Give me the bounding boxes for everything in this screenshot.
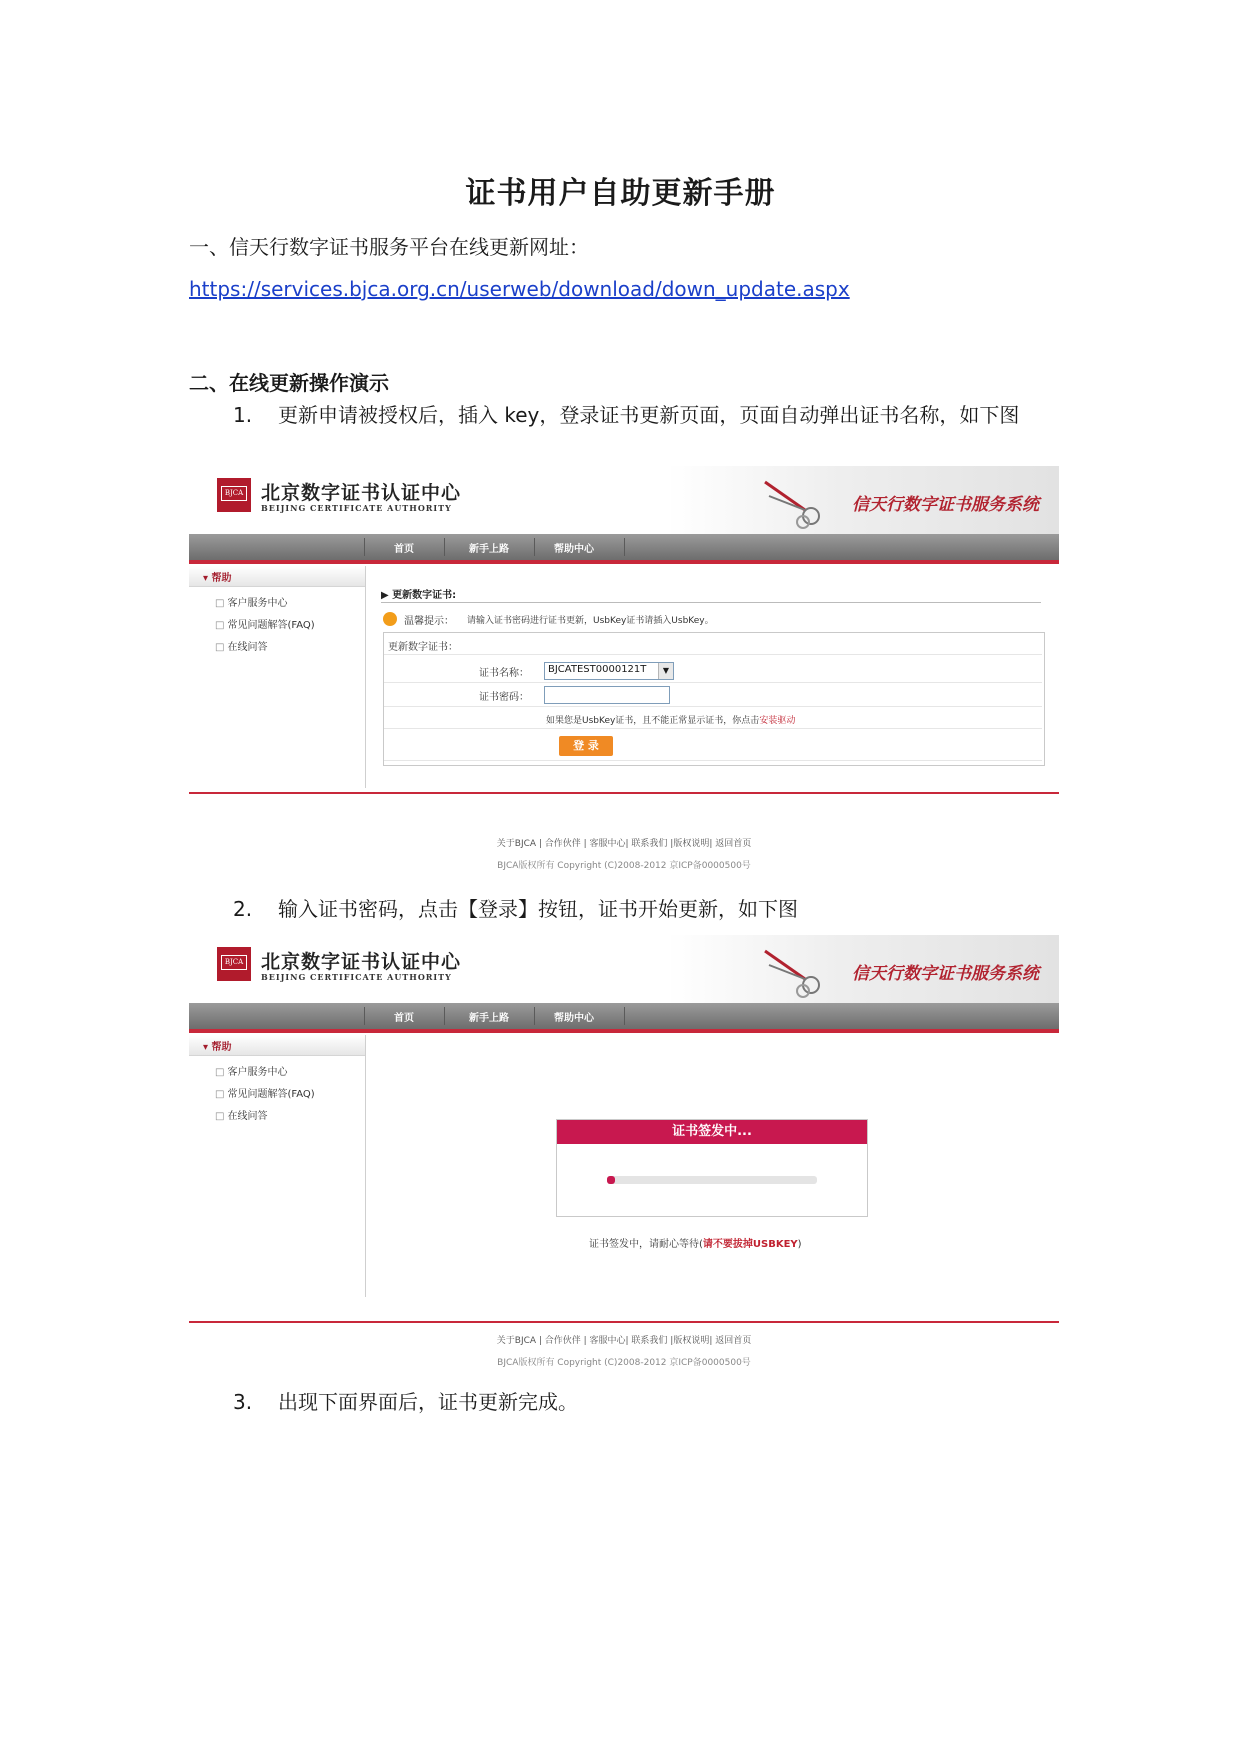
step-1-text: 更新申请被授权后，插入 key，登录证书更新页面，页面自动弹出证书名称，如下图 [278, 403, 1020, 427]
cert-name-label: 证书名称： [479, 668, 529, 679]
cert-name-value: BJCATEST0000121T [548, 664, 647, 675]
update-url-link[interactable]: https://services.bjca.org.cn/userweb/download/down_update.aspx [189, 277, 850, 301]
form-caption: 更新数字证书： [388, 642, 458, 653]
tip-icon [383, 612, 397, 626]
sidebar-item-online-qa[interactable]: □ 在线问答 [215, 1107, 267, 1122]
nav-home[interactable]: 首页 [394, 544, 414, 555]
document-title: 证书用户自助更新手册 [465, 176, 776, 211]
bjca-logo: BJCA [217, 478, 251, 512]
tip-text: 请输入证书密码进行证书更新，UsbKey证书请插入UsbKey。 [467, 616, 714, 626]
bjca-logo: BJCA [217, 947, 251, 981]
step-3-text: 出现下面界面后，证书更新完成。 [278, 1390, 578, 1414]
footer-links[interactable]: 关于BJCA | 合作伙伴 | 客服中心| 联系我们 |版权说明| 返回首页 [496, 1336, 752, 1346]
nav-home[interactable]: 首页 [394, 1013, 414, 1024]
chevron-down-icon: ▼ [658, 663, 673, 679]
screenshot-issuing [189, 935, 1059, 1371]
nav-bar [189, 534, 1059, 560]
issuing-progress-bar [607, 1176, 817, 1184]
footer-copyright: BJCA版权所有 Copyright (C)2008-2012 京ICP备0000500号 [497, 861, 751, 871]
issuing-status: 证书签发中，请耐心等待(请不要拔掉USBKEY) [589, 1239, 802, 1250]
system-title: 信天行数字证书服务系统 [852, 495, 1039, 515]
sidebar-item-online-qa[interactable]: □ 在线问答 [215, 638, 267, 653]
tip-label: 温馨提示： [404, 616, 454, 627]
step-2-text: 输入证书密码，点击【登录】按钮，证书开始更新，如下图 [278, 897, 798, 921]
sidebar-item-faq[interactable]: □ 常见问题解答(FAQ) [215, 1085, 315, 1100]
sidebar-heading[interactable]: ▾ 帮助 [189, 566, 365, 587]
nav-bar [189, 1003, 1059, 1029]
progress-fill [607, 1176, 615, 1184]
sidebar-item-faq[interactable]: □ 常见问题解答(FAQ) [215, 616, 315, 631]
login-button[interactable]: 登 录 [559, 736, 613, 756]
section2-heading: 二、在线更新操作演示 [189, 371, 389, 395]
logo-title-cn: 北京数字证书认证中心 [261, 951, 462, 973]
section1-heading: 一、信天行数字证书服务平台在线更新网址： [189, 235, 589, 259]
cert-password-label: 证书密码： [479, 692, 529, 703]
logo-title-en: BEIJING CERTIFICATE AUTHORITY [261, 503, 452, 513]
keys-icon [759, 476, 829, 532]
nav-help-center[interactable]: 帮助中心 [554, 544, 594, 555]
modal-title: 证书签发中... [557, 1120, 867, 1144]
keys-icon [759, 945, 829, 1001]
sidebar-item-customer-service[interactable]: □ 客户服务中心 [215, 594, 287, 609]
nav-beginner[interactable]: 新手上路 [469, 1013, 509, 1024]
sidebar-item-customer-service[interactable]: □ 客户服务中心 [215, 1063, 287, 1078]
install-driver-link[interactable]: 安装驱动 [759, 716, 796, 726]
system-title: 信天行数字证书服务系统 [852, 964, 1039, 984]
update-section-title: ▶ 更新数字证书: [381, 590, 457, 601]
footer-links[interactable]: 关于BJCA | 合作伙伴 | 客服中心| 联系我们 |版权说明| 返回首页 [496, 839, 752, 849]
cert-password-input[interactable] [544, 686, 670, 704]
logo-title-cn: 北京数字证书认证中心 [261, 482, 462, 504]
screenshot-login [189, 466, 1059, 882]
nav-help-center[interactable]: 帮助中心 [554, 1013, 594, 1024]
logo-title-en: BEIJING CERTIFICATE AUTHORITY [261, 972, 452, 982]
step-2-number: 2. [233, 897, 253, 921]
step-1-number: 1. [233, 403, 253, 427]
step-3-number: 3. [233, 1390, 253, 1414]
driver-hint: 如果您是UsbKey证书，且不能正常显示证书，你点击安装驱动 [546, 716, 796, 726]
issuing-modal [556, 1119, 868, 1217]
sidebar-heading[interactable]: ▾ 帮助 [189, 1035, 365, 1056]
nav-beginner[interactable]: 新手上路 [469, 544, 509, 555]
cert-name-select[interactable] [544, 662, 674, 680]
usbkey-warning: 请不要拔掉USBKEY [702, 1239, 798, 1250]
footer-copyright: BJCA版权所有 Copyright (C)2008-2012 京ICP备0000500号 [497, 1358, 751, 1368]
